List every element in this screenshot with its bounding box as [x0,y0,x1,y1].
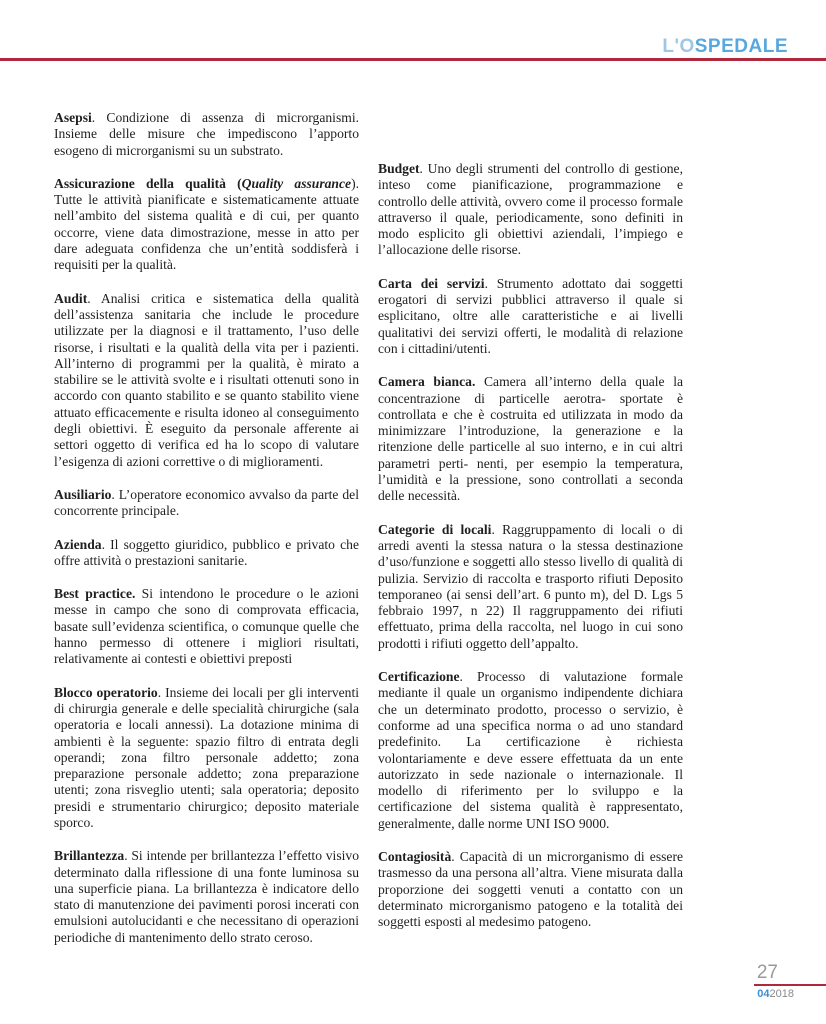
glossary-entry [54,685,359,832]
entry-definition: . Condizione di assenza di microrganismi. Insieme delle misure che impediscono l’apporto esogeno di microrganismi su un substrato. [54,110,359,158]
entry-term: Camera bianca. [378,374,476,390]
glossary-entry [54,586,359,667]
entry-term: Brillantezza [54,848,125,864]
entry-definition: Si intendono le procedure o le azioni messe in campo che sono di comprovata efficacia, basate sull’evidenza scientifica, o comunque quelle che hanno permesso di ottenere i migliori risultati, relativamente ai contesti e obiettivi preposti [54,586,359,667]
glossary-entry [54,487,359,520]
issue-number: 04 [757,988,770,1000]
glossary-entry [378,669,683,832]
glossary-column-left [54,110,359,963]
entry-term: Audit [54,290,88,306]
entry-term: Assicurazione della qualità (Quality assurance [54,175,352,191]
glossary-entry [378,161,683,259]
glossary-entry [378,522,683,652]
glossary-entry [378,849,683,930]
glossary-entry [378,276,683,357]
entry-term: Carta dei servizi [378,275,485,291]
entry-term: Ausiliario [54,486,112,502]
entry-definition: . Analisi critica e sistematica della qualità dell’assistenza sanitaria che include le procedure utilizzate per la diagnosi e il trattamento, l’uso delle risorse, i risultati e la qualità della vita per i pazienti. All’interno di programmi per la qualità, è mirato a stabilire se le attività svolte e i risultati ottenuti sono in accordo con quanto stabilito e se quanto stabilito viene attuato efficacemente e risulta idoneo al conseguimento degli obiettivi. È eseguito da personale afferente ai settori oggetto di verifica ed ha lo scopo di valutare l’esigenza di azioni correttive o di miglioramenti. [54,290,359,469]
entry-term: Blocco operatorio [54,684,158,700]
entry-term: Azienda [54,536,102,552]
entry-definition: . Si intende per brillantezza l’effetto visivo determinato dalla riflessione di una fonte luminosa su una superficie piana. La brillantezza è indicatore dello stato di manutenzione dei pavimenti porosi incerati con emulsioni autolucidanti e che necessitano di operazioni periodiche di mantenimento dello strato ceroso. [54,848,359,945]
glossary-entry [54,110,359,159]
entry-definition: . Uno degli strumenti del controllo di gestione, inteso come pianificazione, programmazione e controllo delle attività, ovvero come il processo formale attraverso il quale, periodicamente, sono definiti in modo esplicito gli obiettivi aziendali, l’impiego e l’allocazione delle risorse. [378,161,684,258]
glossary-entry [54,537,359,570]
issue-year: 2018 [769,988,794,1000]
page-footer [757,962,778,984]
entry-term: Contagiosità [378,848,452,864]
entry-term: Certificazione [378,669,460,685]
entry-term: Best practice. [54,586,136,602]
entry-definition: . Il soggetto giuridico, pubblico e privato che offre attività o prestazioni sanitarie. [54,536,359,568]
entry-definition: . Capacità di un microrganismo di essere trasmesso da una persona all’altra. Viene misurata dalla proporzione dei soggetti venuti a contatto con un determinato microrganismo patogeno e la totalità dei soggetti esposti al medesimo patogeno. [378,848,683,930]
header-rule [0,58,826,61]
entry-definition: . Processo di valutazione formale mediante il quale un organismo indipendente dichiara che un determinato prodotto, processo o servizio, è conforme ad una specifica norma o ad uno standard predefinito. La certificazione è richiesta volontariamente e deve essere effettuata da un ente autorizzato in sede nazionale o internazionale. Il modello di riferimento per lo sviluppo e la certificazione del sistema qualità è rappresentato, generalmente, dalle norme UNI ISO 9000. [378,669,683,831]
glossary-column-right [378,161,683,947]
issue-label [757,988,794,1001]
entry-term: Asepsi [54,110,92,125]
magazine-logo: L'OSPEDALE [662,36,788,57]
footer-rule [754,984,826,986]
glossary-entry [54,291,359,470]
glossary-entry [54,848,359,946]
entry-term: Budget [378,161,420,176]
entry-definition: . Raggruppamento di locali o di arredi aventi la stessa natura o la stessa destinazione d’uso/funzione e soggetti allo stesso livello di qualità di pulizia. Servizio di raccolta e trasporto rifiuti Deposito temporaneo (ai sensi dell’art. 6 punto m), del D. Lgs 5 febbraio 1997, n 22) Il raggruppamento dei rifiuti effettuato, prima della raccolta, nel luogo in cui sono prodotti i rifiuti oggetto dell’appalto. [378,521,683,651]
entry-term: Categorie di locali [378,521,492,537]
entry-definition: . L’operatore economico avvalso da parte del concorrente principale. [54,486,359,519]
glossary-entry [378,374,683,504]
glossary-entry [54,176,359,274]
entry-definition: Camera all’interno della quale la concentrazione di particelle aerotra- sportate è controllata e che è costruita ed utilizzata in modo da minimizzare l’introduzione, la generazione e la ritenzione delle particelle al suo interno, e in cui altri parametri perti- nenti, per esempio la temperatura, l’umidità e la pressione, sono controllati a seconda delle necessità. [378,374,684,504]
entry-definition: ). Tutte le attività pianificate e sistematicamente attuate nell’ambito del sistema qualità e di cui, per quanto occorre, viene data dimostrazione, messe in atto per dare adeguata confidenza che un’entità soddisferà i requisiti per la qualità. [54,175,359,273]
entry-definition: . Strumento adottato dai soggetti erogatori di servizi pubblici attraverso il quale si esplicitano, oltre alle caratteristiche e ai livelli qualitativi dei servizi offerti, le modalità di relazione con i cittadini/utenti. [378,275,683,356]
page-number: 27 [756,962,778,983]
entry-definition: . Insieme dei locali per gli interventi di chirurgia generale e delle specialità chirurgiche (sala operatoria e locali annessi). La dotazione minima di ambienti è la seguente: spazio filtro di entrata degli operandi; zona filtro personale addetto; zona preparazione personale addetto; zona preparazione utenti; zona risveglio utenti; sala operatoria; deposito presidi e strumentario chirurgico; deposito materiale sporco. [54,684,359,830]
